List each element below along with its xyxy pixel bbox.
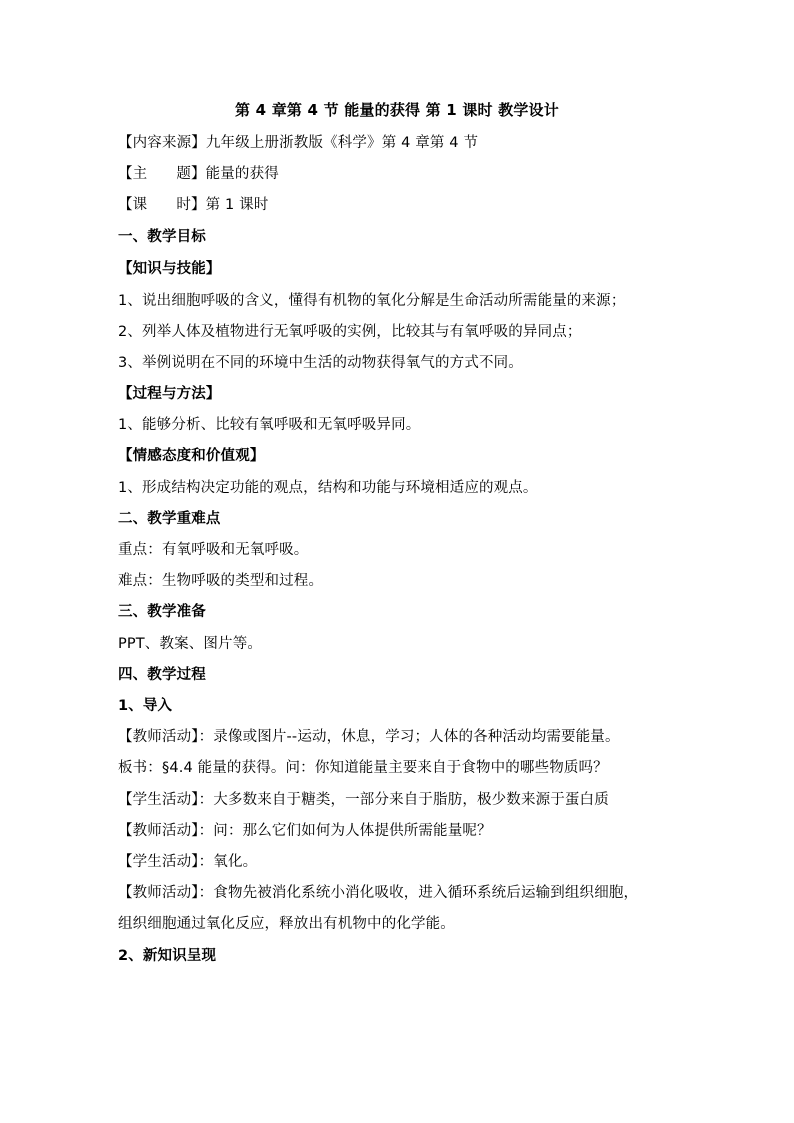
period-line: [118, 194, 268, 216]
difficult-point: 难点：生物呼吸的类型和过程。: [118, 573, 324, 589]
period-label-end: 时】: [176, 197, 206, 213]
paragraph-line: 【学生活动】：氧化。: [118, 854, 258, 870]
paragraph-line: 【教师活动】：食物先被消化系统小消化吸收，进入循环系统后运输到组织细胞，: [118, 885, 639, 901]
source-label: 【内容来源】: [118, 135, 206, 151]
period-label-start: 【课: [118, 197, 148, 213]
list-item: 1、形成结构决定功能的观点，结构和功能与环境相适应的观点。: [118, 480, 538, 496]
topic-line: [118, 163, 279, 185]
preparation-content: PPT、教案、图片等。: [118, 636, 262, 652]
list-item: 1、说出细胞呼吸的含义，懂得有机物的氧化分解是生命活动所需能量的来源；: [118, 293, 626, 309]
paragraph-line: 板书：§4.4 能量的获得。问：你知道能量主要来自于食物中的哪些物质吗？: [118, 760, 608, 776]
knowledge-heading: 【知识与技能】: [118, 261, 221, 277]
topic-value: 能量的获得: [205, 166, 279, 182]
section-heading-key-points: 二、教学重难点: [118, 511, 221, 527]
source-value: 九年级上册浙教版《科学》第 4 章第 4 节: [205, 135, 479, 151]
process-heading: 【过程与方法】: [118, 386, 221, 402]
section-heading-objectives: 一、教学目标: [118, 229, 206, 245]
paragraph-line: 组织细胞通过氧化反应，释放出有机物中的化学能。: [118, 916, 455, 932]
paragraph-line: 【教师活动】：录像或图片--运动，休息，学习；人体的各种活动均需要能量。: [118, 729, 620, 745]
section-heading-process: 四、教学过程: [118, 667, 206, 683]
list-item: 1、能够分析、比较有氧呼吸和无氧呼吸异同。: [118, 417, 421, 433]
source-line: [118, 132, 478, 154]
paragraph-line: 【学生活动】：大多数来自于糖类，一部分来自于脂肪，极少数来源于蛋白质: [118, 792, 609, 808]
subsection-heading-intro: 1、导入: [118, 698, 173, 714]
topic-label-start: 【主: [118, 166, 148, 182]
document-title: 第 4 章第 4 节 能量的获得 第 1 课时 教学设计: [235, 101, 559, 119]
period-value: 第 1 课时: [205, 197, 269, 213]
list-item: 2、列举人体及植物进行无氧呼吸的实例，比较其与有氧呼吸的异同点；: [118, 324, 582, 340]
paragraph-line: 【教师活动】：问：那么它们如何为人体提供所需能量呢？: [118, 823, 492, 839]
section-heading-preparation: 三、教学准备: [118, 604, 206, 620]
subsection-heading-new-knowledge: 2、新知识呈现: [118, 948, 217, 964]
key-point: 重点：有氧呼吸和无氧呼吸。: [118, 542, 309, 558]
list-item: 3、举例说明在不同的环境中生活的动物获得氧气的方式不同。: [118, 355, 523, 371]
attitude-heading: 【情感态度和价值观】: [118, 448, 265, 464]
topic-label-end: 题】: [176, 166, 206, 182]
